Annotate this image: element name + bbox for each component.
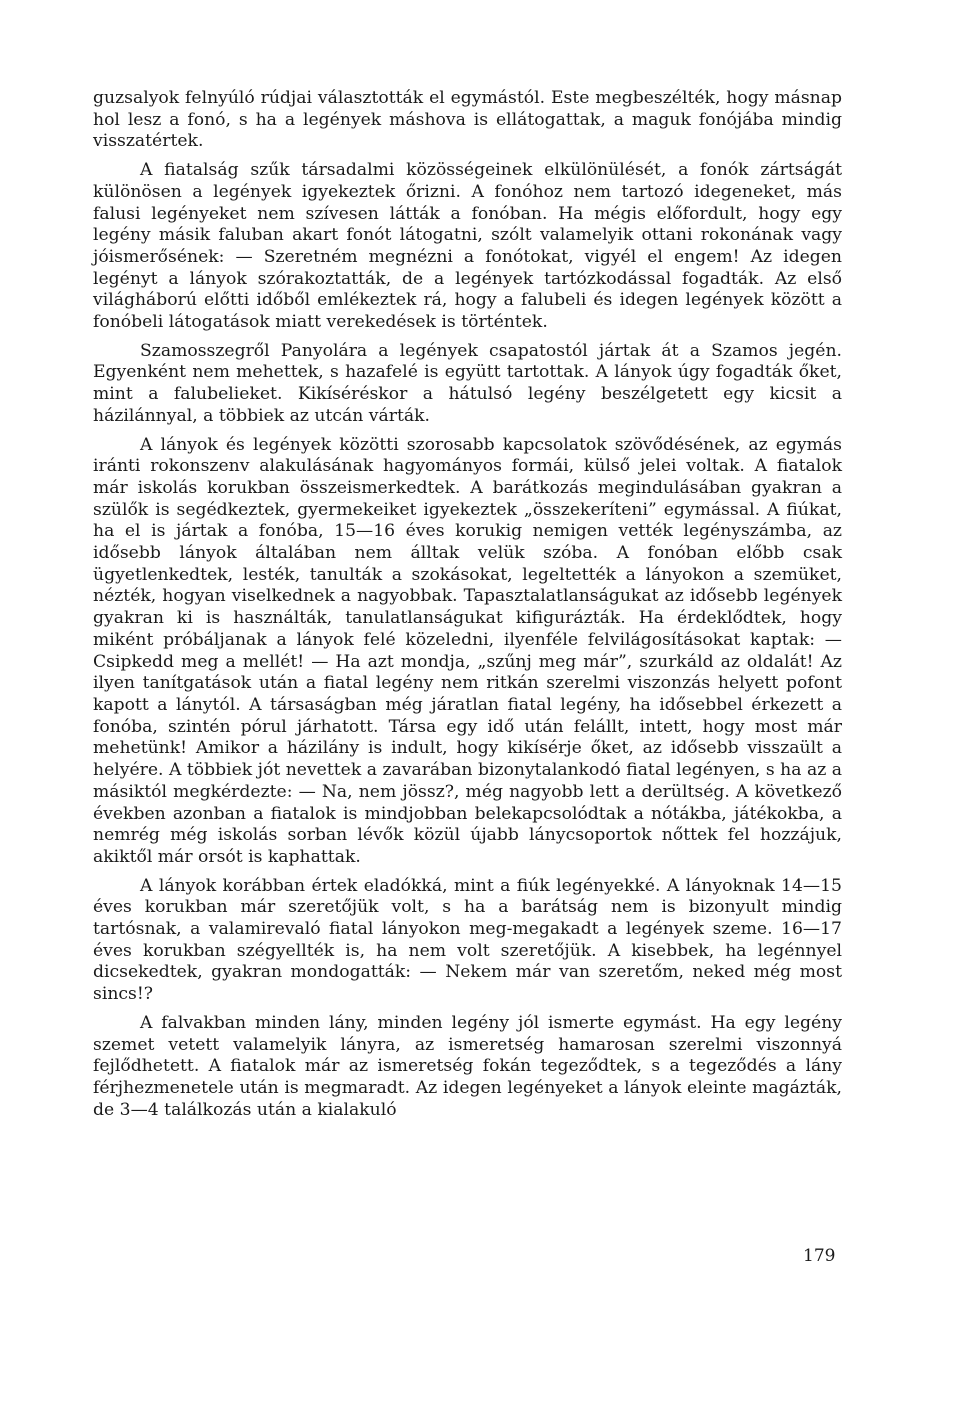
page-number: 179 (803, 1246, 836, 1266)
paragraph-continuation: guzsalyok felnyúló rúdjai választották el egymástól. Este megbeszélték, hogy másnap hol lesz a fonó, s ha a legények máshova is ellátogattak, a maguk fonójába mindig visszatértek. (93, 88, 842, 152)
paragraph-falvakban: A falvakban minden lány, minden legény jól ismerte egymást. Ha egy legény szemet vetett valamelyik lányra, az ismeretség hamarosan szerelmi viszonnyá fejlődhetett. A fiatalok már az ismeretség fokán tegeződtek, s a tegeződés a lány férjhezmenetele után is megmaradt. Az idegen legényeket a lányok eleinte magázták, de 3—4 találkozás után a kialakuló (93, 1012, 842, 1120)
body-text (93, 88, 842, 1128)
paragraph-lanyok-korabban: A lányok korábban értek eladókká, mint a fiúk legényekké. A lányoknak 14—15 éves korukban már szeretőjük volt, s ha a barátság nem is bizonyult mindig tartósnak, a valamirevaló fiatal lányokon meg-megakadt a legények szeme. 16—17 éves korukban szégyellték is, ha nem volt szeretőjük. A kisebbek, ha legénnyel dicsekedtek, gyakran mondogatták: — Nekem már van szeretőm, neked még most sincs!? (93, 875, 842, 1005)
paragraph-szamosszeg: Szamosszegről Panyolára a legények csapatostól jártak át a Szamos jegén. Egyenként nem mehettek, s hazafelé is együtt tartottak. A lányok úgy fogadták őket, mint a falubelieket. Kikíséréskor a hátulsó legény beszélgetett egy kicsit a házilánnyal, a többiek az utcán várták. (93, 340, 842, 426)
paragraph-fonok-zartsaga: A fiatalság szűk társadalmi közösségeinek elkülönülését, a fonók zártságát különösen a legények igyekeztek őrizni. A fonóhoz nem tartozó idegeneket, más falusi legényeket nem szívesen látták a fonóban. Ha mégis előfordult, hogy egy legény másik faluban akart fonót látogatni, szólt valamelyik ottani rokonának vagy jóismerősének: — Szeretném megnézni a fonótokat, vigyél el engem! Az idegen legényt a lányok szórakoztatták, de a legények tartózkodással fogadták. Az első világháború előtti időből emlékeztek rá, hogy a falubeli és idegen legények között a fonóbeli látogatások miatt verekedések is történtek. (93, 160, 842, 333)
paragraph-kapcsolatok: A lányok és legények közötti szorosabb kapcsolatok szövődésének, az egymás iránti rokonszenv alakulásának hagyományos formái, külső jelei voltak. A fiatalok már iskolás korukban összeismerkedtek. A barátkozás megindulásában gyakran a szülők is segédkeztek, gyermekeiket igyekeztek „összekeríteni” egymással. A fiúkat, ha el is jártak a fonóba, 15—16 éves korukig nemigen vették legényszámba, az idősebb lányok általában nem álltak velük szóba. A fonóban előbb csak ügyetlenkedtek, lesték, tanulták a szokásokat, legeltették a lányokon a szemüket, nézték, hogyan viselkednek a nagyobbak. Tapasztalatlanságukat az idősebb legények gyakran ki is használták, tanulatlanságukat kifigurázták. Ha érdeklődtek, hogy miként próbáljanak a lányok felé közeledni, ilyenféle felvilágosításokat kaptak: — Csipkedd meg a mellét! — Ha azt mondja, „szűnj meg már”, szurkáld az oldalát! Az ilyen tanítgatások után a fiatal legény nem ritkán szerelmi viszonzás helyett pofont kapott a lánytól. A társaságban még járatlan fiatal legény, ha idősebbel érkezett a fonóba, szintén pórul járhatott. Társa egy idő után felállt, intett, hogy most már mehetünk! Amikor a házilány is indult, hogy kikísérje őket, az idősebb visszaült a helyére. A többiek jót nevettek a zavarában bizonytalankodó fiatal legényen, s ha az a másiktól megkérdezte: — Na, nem jössz?, még nagyobb lett a derültség. A következő években azonban a fiatalok is mindjobban belekapcsolódtak a nótákba, játékokba, a nemrég még iskolás sorban lévők közül újabb lánycsoportok nőttek fel hozzájuk, akiktől már orsót is kaphattak. (93, 434, 842, 867)
